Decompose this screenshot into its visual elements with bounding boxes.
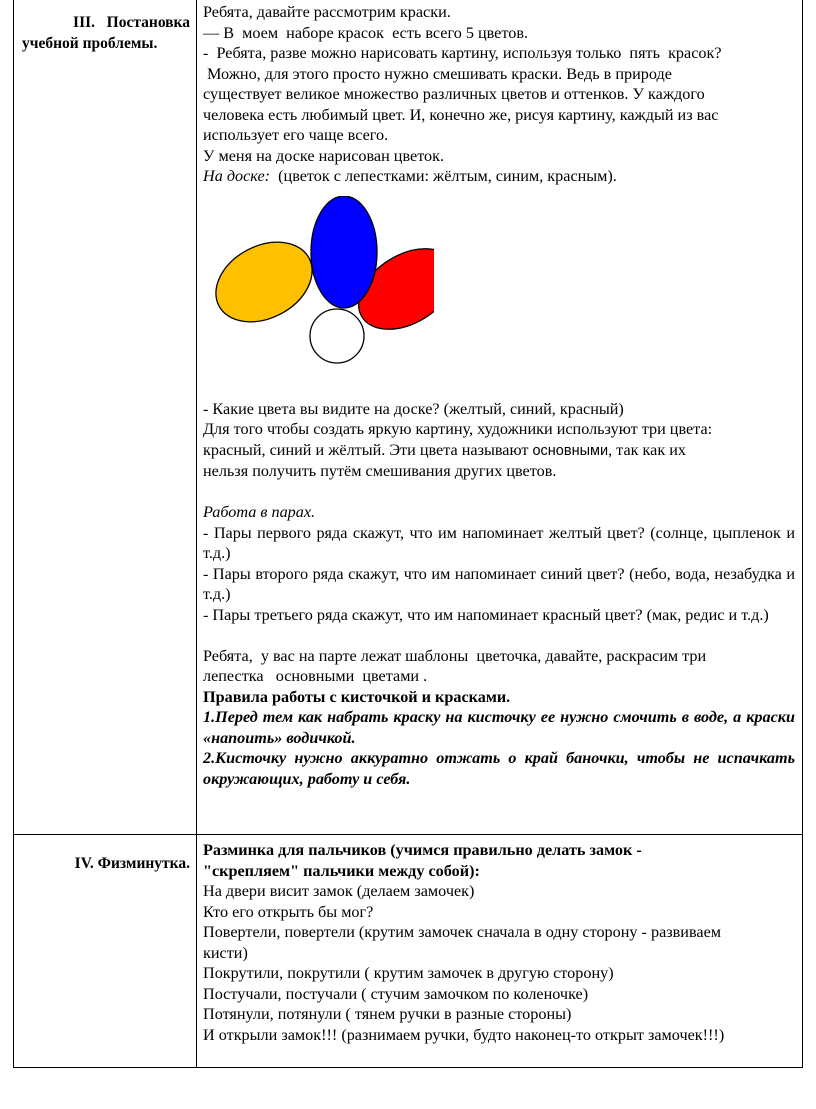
pairs-item: - Пары первого ряда скажут, что им напоминает желтый цвет? (солнце, цыпленок и т.д.)	[203, 523, 795, 562]
spacer	[203, 482, 795, 503]
table-border-left	[13, 0, 14, 1068]
text-line: На двери висит замок (делаем замочек)	[203, 882, 475, 900]
heading-line: IV. Физминутка.	[74, 855, 190, 872]
section-content-physminute	[203, 840, 795, 1045]
pairs-title: Работа в парах.	[203, 503, 316, 521]
text-line: существует великое множество различных цветов и оттенков. У каждого	[203, 85, 705, 103]
text-line: И открыли замок!!! (разнимаем ручки, будто наконец-то открыт замочек!!!)	[203, 1025, 725, 1044]
question-line: - Какие цвета вы видите на доске? (желтый, синий, красный)	[203, 399, 624, 418]
table-row-divider	[13, 834, 803, 835]
flower-illustration	[214, 196, 434, 368]
text-line	[203, 440, 795, 462]
spacer	[203, 625, 795, 646]
text-line: Постучали, постучали ( стучим замочком по коленочке)	[203, 984, 589, 1003]
text-line: - Ребята, разве можно нарисовать картину, используя только пять красок?	[203, 44, 722, 62]
text-line: Ребята, у вас на парте лежат шаблоны цветочка, давайте, раскрасим три	[203, 646, 707, 665]
board-text: (цветок с лепестками: жёлтым, синим, красным).	[270, 167, 617, 185]
board-line	[203, 166, 795, 187]
primary-text-a: красный, синий и жёлтый. Эти цвета называют	[203, 440, 533, 459]
section-heading-problem	[22, 12, 190, 54]
pairs-item: - Пары третьего ряда скажут, что им напоминает красный цвет? (мак, редис и т.д.)	[203, 605, 769, 624]
pairs-item: - Пары второго ряда скажут, что им напоминает синий цвет? (небо, вода, незабудка и т.д.)	[203, 564, 795, 603]
primary-word: основными	[532, 442, 609, 459]
table-border-middle	[196, 0, 197, 1068]
flower-center	[310, 309, 364, 363]
text-line: Повертели, повертели (крутим замочек сначала в одну сторону - развиваем	[203, 923, 722, 941]
rule-item: 2.Кисточку нужно аккуратно отжать о край баночки, чтобы не испачкать окружающих, работу и себя.	[203, 749, 795, 788]
text-line: кисти)	[203, 943, 248, 962]
text-line: — В моем наборе красок есть всего 5 цветов.	[203, 23, 529, 42]
table-border-right	[802, 0, 803, 1068]
yellow-petal	[214, 226, 326, 337]
primary-text-b: , так как их	[608, 440, 687, 459]
text-line: У меня на доске нарисован цветок.	[203, 146, 445, 165]
text-line: Покрутили, покрутили ( крутим замочек в другую сторону)	[203, 964, 614, 982]
table-border-bottom	[13, 1067, 803, 1068]
board-label: На доске:	[203, 167, 271, 185]
heading-line: III. Постановка	[73, 14, 190, 31]
text-line: Ребята, давайте рассмотрим краски.	[203, 3, 451, 21]
text-line: Для того чтобы создать яркую картину, художники используют три цвета:	[203, 420, 713, 438]
text-line: Потянули, потянули ( тянем ручки в разные стороны)	[203, 1005, 572, 1023]
heading-line: учебной проблемы.	[22, 35, 158, 52]
warmup-title: Разминка для пальчиков (учимся правильно делать замок -	[203, 841, 642, 859]
section-content-problem	[203, 2, 795, 789]
section-heading-physminute	[22, 853, 190, 874]
warmup-title: "скрепляем" пальчики между собой):	[203, 861, 480, 880]
text-line: человека есть любимый цвет. И, конечно же, рисуя картину, каждый из вас	[203, 105, 719, 124]
text-line: нельзя получить путём смешивания других цветов.	[203, 462, 557, 480]
text-line: Кто его открыть бы мог?	[203, 902, 374, 921]
text-line: Можно, для этого просто нужно смешивать краски. Ведь в природе	[203, 64, 672, 83]
blue-petal	[311, 196, 377, 308]
rule-item: 1.Перед тем как набрать краску на кисточку ее нужно смочить в воде, а краски «напоить» водичкой.	[203, 708, 795, 747]
rules-title: Правила работы с кисточкой и красками.	[203, 687, 511, 706]
text-line: лепестка основными цветами .	[203, 667, 428, 685]
text-line: использует его чаще всего.	[203, 126, 389, 144]
